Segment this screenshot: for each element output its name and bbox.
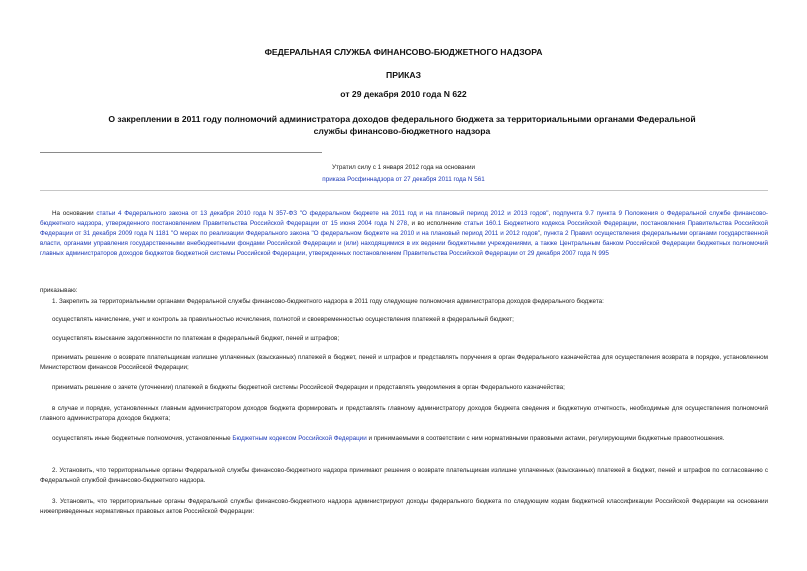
government-decree-1181-link[interactable]: постановления Правительства Российской Федерации от 31 декабря 2009 года N 1181 "О мерах по реализации Федерального закона "О федеральном бюджете на 2010 и на плановый период 2011 и 2012 годов" xyxy=(40,220,769,238)
preamble-text: , xyxy=(548,210,553,217)
power-6-text: и принимаемыми в соответствии с ним нормативными правовыми актами, регулирующими бюджетные правоотношения. xyxy=(366,435,725,442)
rules-decree-995-link[interactable]: пункта 2 Правил осуществления федеральными органами государственной власти, органами управления государственными внебюджетными фондами Российской Федерации и (или) находящимися в их ведении бюджетными учреждениями, а также Центральным банком Российской Федерации бюджетных полномочий главных администраторов доходов бюджетов бюджетной системы Российской Федерации, утвержденных постановлением Правительства Российской Федерации от 29 декабря 2007 года N 995 xyxy=(40,230,769,258)
item-1-power-2: осуществлять взыскание задолженности по платежам в федеральный бюджет, пеней и штрафов; xyxy=(52,335,340,342)
status-note xyxy=(0,176,807,183)
preamble-text: , и во исполнение xyxy=(407,220,464,228)
item-3-paragraph: 3. Установить, что территориальные органы Федеральной службы финансово-бюджетного надзора администрируют доходы федерального бюджета по следующим кодам бюджетной классификации Российской Федерации на основании нижеприведенных нормативных правовых актов Российской Федерации: xyxy=(40,498,768,516)
status-divider xyxy=(40,190,768,191)
item-1-power-3: принимать решение о возврате плательщикам излишне уплаченных (взысканных) платежей в бюджет, пеней и штрафов и представлять поручения в орган Федерального казначейства для осуществления возврата в порядке, установленном Министерством финансов Российской Федерации; xyxy=(40,354,768,372)
regulation-278-link[interactable]: подпункта 9.7 пункта 9 Положения о Федеральной службе финансово-бюджетного надзора, утвержденного постановлением Правительства Российской Федерации от 15 июня 2004 года N 278 xyxy=(40,210,769,228)
preamble-paragraph xyxy=(40,209,768,259)
repeal-order-link[interactable]: приказа Росфиннадзора от 27 декабря 2011 года N 561 xyxy=(322,176,485,183)
status-note-text: Утратил силу с 1 января 2012 года на основании xyxy=(331,164,476,171)
order-word: приказываю: xyxy=(40,287,78,294)
budget-code-article-link[interactable]: статьи 160.1 Бюджетного кодекса Российской Федерации xyxy=(464,220,637,228)
preamble-text: , xyxy=(540,230,544,238)
document-date-number: от 29 декабря 2010 года N 622 xyxy=(340,89,467,99)
item-1-power-1: осуществлять начисление, учет и контроль за правильностью исчисления, полнотой и своевременностью осуществления платежей в федеральный бюджет; xyxy=(52,316,514,323)
title-divider xyxy=(40,152,322,153)
organization-heading: ФЕДЕРАЛЬНАЯ СЛУЖБА ФИНАНСОВО-БЮДЖЕТНОГО НАДЗОРА xyxy=(264,47,543,57)
federal-law-357-link[interactable]: статьи 4 Федерального закона от 13 декабря 2010 года N 357-ФЗ "О федеральном бюджете на 2011 год и на плановый период 2012 и 2013 годов" xyxy=(96,210,549,217)
preamble-text: , xyxy=(636,220,641,228)
power-6-text: осуществлять иные бюджетные полномочия, установленные xyxy=(52,435,233,442)
item-1-lead: 1. Закрепить за территориальными органами Федеральной службы финансово-бюджетного надзора в 2011 году следующие полномочия администратора доходов федерального бюджета: xyxy=(52,298,604,305)
item-1-power-4: принимать решение о зачете (уточнении) платежей в бюджеты бюджетной системы Российской Федерации и представлять уведомления в орган Федерального казначейства; xyxy=(52,384,565,391)
item-1-power-5: в случае и порядке, установленных главным администратором доходов бюджета формировать и представлять главному администратору доходов бюджета сведения и бюджетную отчетность, необходимые для осуществления полномочий главного администратора доходов бюджета; xyxy=(40,405,768,423)
item-1-power-6 xyxy=(40,434,768,444)
preamble-text: На основании xyxy=(52,210,97,217)
item-2-paragraph: 2. Установить, что территориальные органы Федеральной службы финансово-бюджетного надзора принимают решения о возврате плательщикам излишне уплаченных (взысканных) платежей в бюджет, пеней и штрафов по согласованию с Федеральной службой финансово-бюджетного надзора. xyxy=(40,467,768,485)
document-title: О закреплении в 2011 году полномочий администратора доходов федерального бюджета за территориальными органами Федеральной службы финансово-бюджетного надзора xyxy=(108,114,696,136)
budget-code-link[interactable]: Бюджетным кодексом Российской Федерации xyxy=(232,435,367,442)
document-type-heading: ПРИКАЗ xyxy=(386,70,421,80)
